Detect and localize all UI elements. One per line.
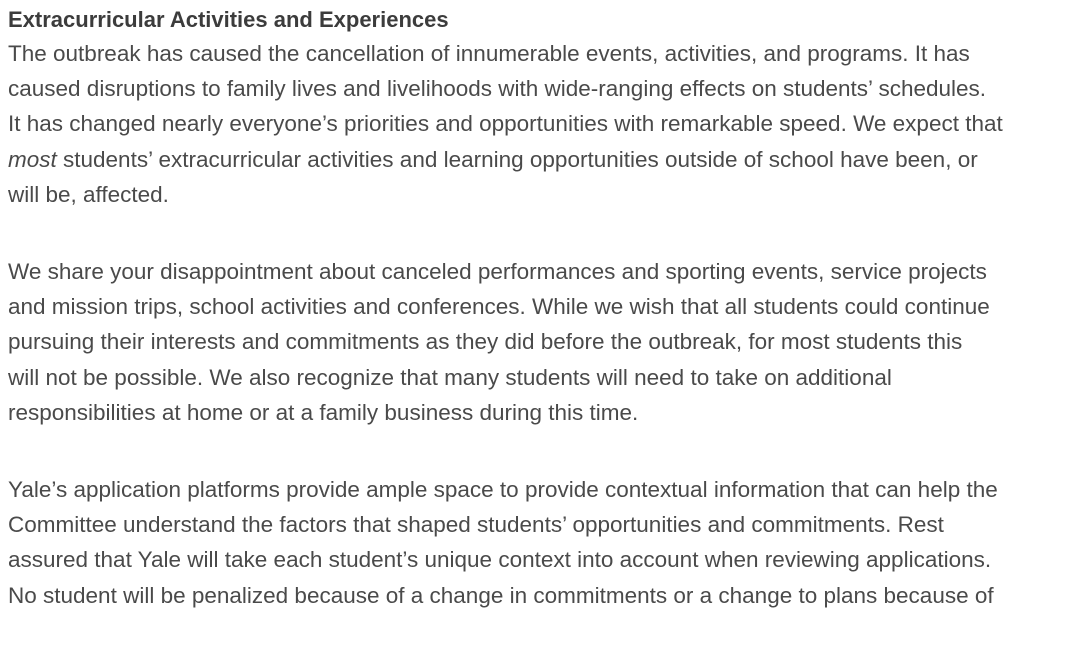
section-heading: Extracurricular Activities and Experiences [8,7,449,32]
emphasis-text: most [8,146,57,172]
paragraph-line: It has changed nearly everyone’s priorities and opportunities with remarkable speed. We expect that [8,111,1003,137]
paragraph-line: caused disruptions to family lives and livelihoods with wide-ranging effects on students’ schedules. [8,76,987,102]
paragraph-line: Committee understand the factors that shaped students’ opportunities and commitments. Rest [8,512,944,538]
paragraph-line: responsibilities at home or at a family business during this time. [8,399,639,425]
paragraph-line: We share your disappointment about canceled performances and sporting events, service projects [8,259,987,285]
paragraph-line [8,142,1076,177]
paragraph-1 [8,36,1076,212]
paragraph-line: and mission trips, school activities and conferences. While we wish that all students could continue [8,294,990,320]
paragraph-line: Yale’s application platforms provide ample space to provide contextual information that can help the [8,477,998,503]
article-content [8,4,1076,655]
paragraph-line: pursuing their interests and commitments as they did before the outbreak, for most students this [8,329,963,355]
paragraph-line: assured that Yale will take each student’s unique context into account when reviewing applications. [8,547,992,573]
paragraph-line: No student will be penalized because of a change in commitments or a change to plans because of [8,582,994,608]
paragraph-line-rest: students’ extracurricular activities and learning opportunities outside of school have been, or [56,146,978,172]
paragraph-line: will not be possible. We also recognize that many students will need to take on additional [8,364,892,390]
paragraph-line: will be, affected. [8,181,169,207]
paragraph-line: The outbreak has caused the cancellation of innumerable events, activities, and programs. It has [8,41,970,66]
paragraph-2 [8,254,1076,430]
paragraph-3 [8,472,1076,613]
